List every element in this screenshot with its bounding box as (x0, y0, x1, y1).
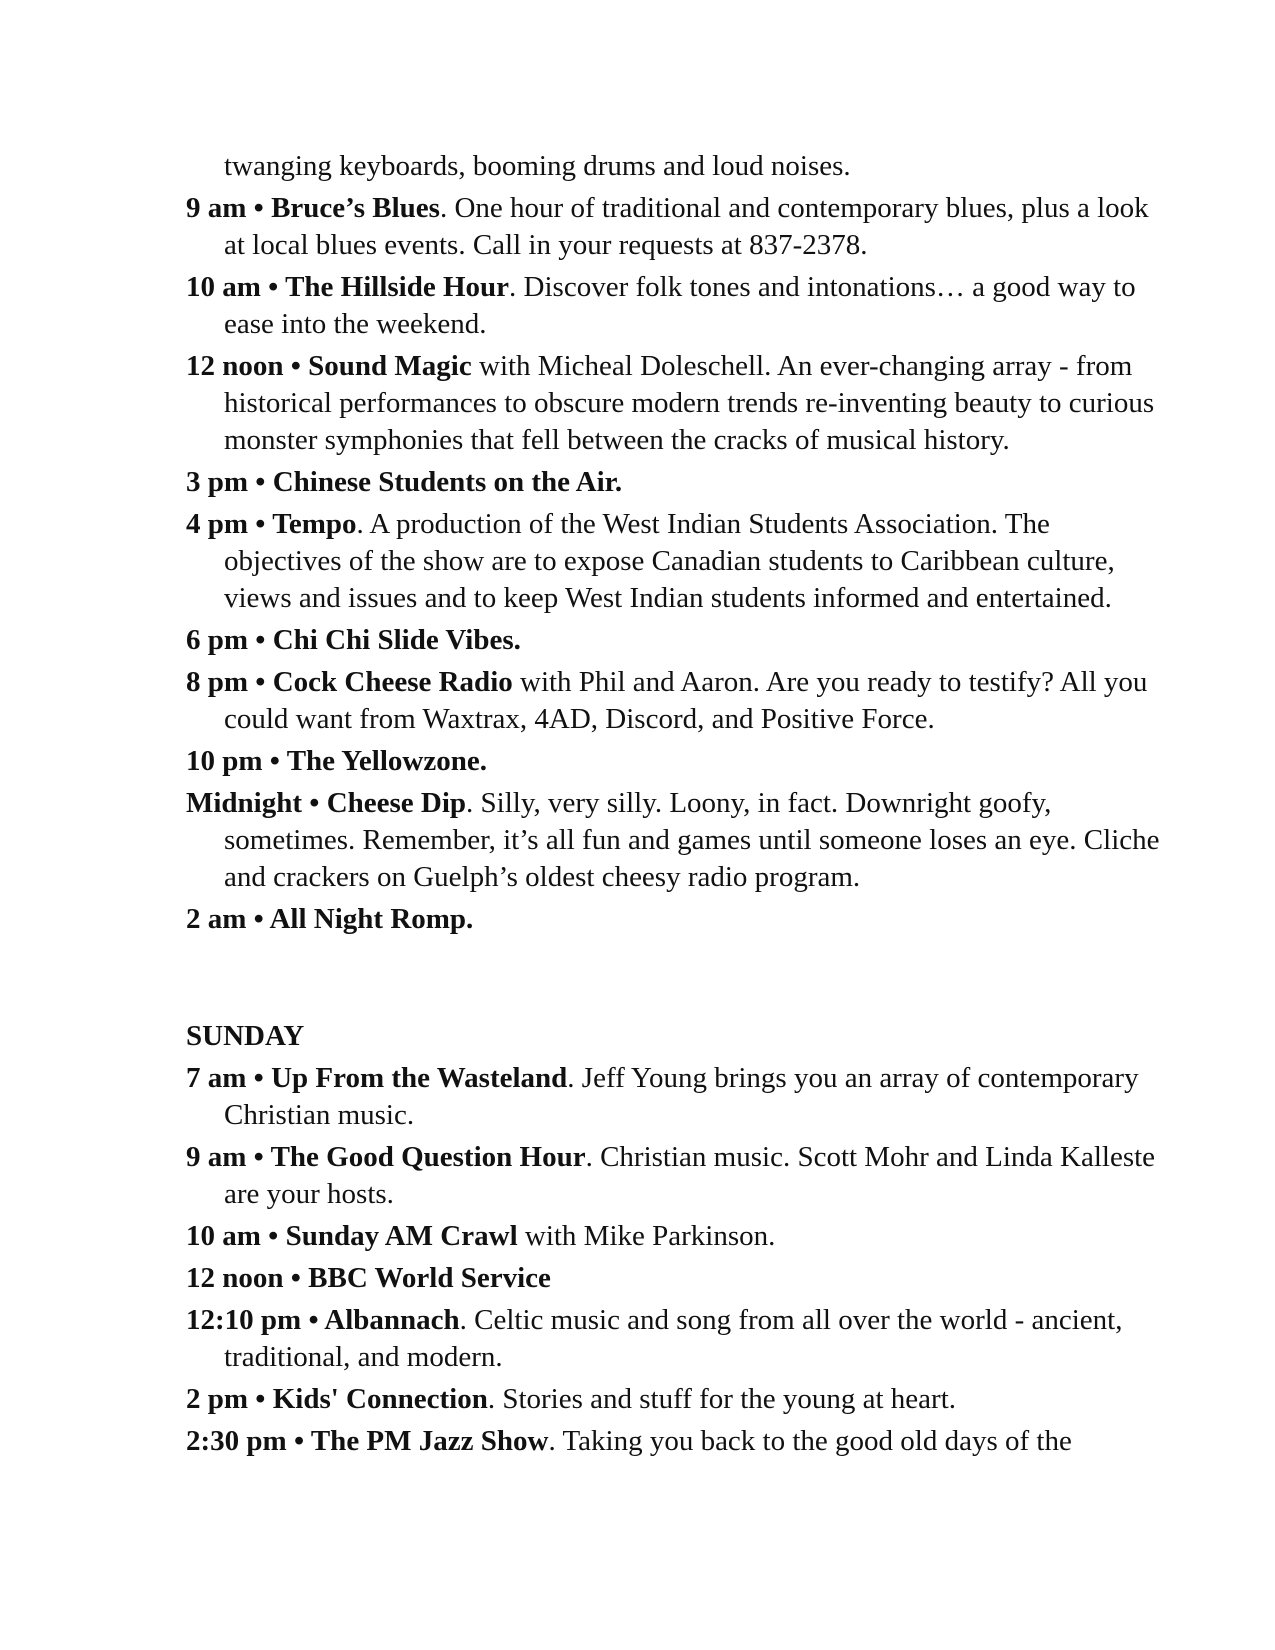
entry-time: 6 pm (186, 624, 249, 656)
show-description: . Christian music. Scott Mohr and Linda Kalleste are your hosts. (224, 1141, 1156, 1210)
schedule-entry (186, 190, 1166, 264)
bullet-separator: • (246, 1062, 272, 1094)
entry-time: 4 pm (186, 508, 249, 540)
show-title: Sound Magic (308, 350, 472, 382)
entry-time: 10 pm (186, 745, 263, 777)
entry-time: 2:30 pm (186, 1425, 287, 1457)
continuation-text: twanging keyboards, booming drums and loud noises. (224, 150, 851, 182)
entry-time: 2 pm (186, 1383, 249, 1415)
show-title: BBC World Service (308, 1262, 551, 1294)
schedule-entry (186, 269, 1166, 343)
bullet-separator: • (248, 624, 273, 656)
schedule-entry (186, 743, 1166, 780)
entry-time: 8 pm (186, 666, 249, 698)
show-title: Cheese Dip (326, 787, 467, 819)
day-heading: SUNDAY (186, 1020, 305, 1052)
show-description: . Stories and stuff for the young at heart. (487, 1383, 957, 1415)
show-description: with Mike Parkinson. (517, 1220, 776, 1252)
schedule-entry (186, 1302, 1166, 1376)
bullet-separator: • (248, 666, 273, 698)
bullet-separator: • (246, 192, 272, 224)
show-description: . Jeff Young brings you an array of contemporary Christian music. (224, 1062, 1139, 1131)
schedule-entry (186, 1423, 1166, 1460)
bullet-separator: • (246, 903, 270, 935)
show-description: . One hour of traditional and contemporary blues, plus a look at local blues events. Call in your requests at 837-2378. (224, 192, 1149, 261)
schedule-entry (186, 348, 1166, 459)
show-title: The Good Question Hour (270, 1141, 586, 1173)
show-title: Up From the Wasteland (271, 1062, 568, 1094)
entry-time: 9 am (186, 1141, 247, 1173)
entry-time: 10 am (186, 1220, 261, 1252)
show-title: Sunday AM Crawl (285, 1220, 518, 1252)
entry-time: 12:10 pm (186, 1304, 302, 1336)
bullet-separator: • (302, 787, 327, 819)
bullet-separator: • (248, 1383, 273, 1415)
show-description: with Micheal Doleschell. An ever-changing array - from historical performances to obscure modern trends re-inventing beauty to curious monster symphonies that fell between the cracks of musical history. (224, 350, 1155, 456)
schedule-entry (186, 785, 1166, 896)
show-description: with Phil and Aaron. Are you ready to testify? All you could want from Waxtrax, 4AD, Discord, and Positive Force. (224, 666, 1148, 735)
show-title: The Hillside Hour (285, 271, 510, 303)
show-description: . Taking you back to the good old days of the (548, 1425, 1072, 1457)
bullet-separator: • (262, 745, 287, 777)
schedule-entry (186, 664, 1166, 738)
bullet-separator: • (260, 1220, 286, 1252)
entry-time: 3 pm (186, 466, 249, 498)
schedule-entry (186, 1381, 1166, 1418)
entry-time: 9 am (186, 192, 247, 224)
show-title: Tempo (272, 508, 357, 540)
bullet-separator: • (283, 1262, 309, 1294)
schedule-entry (186, 1139, 1166, 1213)
sunday-list (186, 1060, 1166, 1460)
show-description: . Discover folk tones and intonations… a good way to ease into the weekend. (224, 271, 1136, 340)
entry-time: 12 noon (186, 1262, 284, 1294)
show-title: Albannach (324, 1304, 460, 1336)
saturday-list (186, 190, 1166, 938)
bullet-separator: • (246, 1141, 271, 1173)
bullet-separator: • (248, 466, 273, 498)
entry-time: 10 am (186, 271, 261, 303)
schedule-entry (186, 1060, 1166, 1134)
entry-time: 12 noon (186, 350, 284, 382)
show-title: Chi Chi Slide Vibes. (272, 624, 521, 656)
bullet-separator: • (286, 1425, 311, 1457)
schedule-entry (186, 901, 1166, 938)
show-title: Cock Cheese Radio (272, 666, 513, 698)
show-description: . A production of the West Indian Students Association. The objectives of the show are to expose Canadian students to Caribbean culture, views and issues and to keep West Indian students informed and entertained. (224, 508, 1115, 614)
bullet-separator: • (283, 350, 309, 382)
show-title: The PM Jazz Show (310, 1425, 549, 1457)
show-title: Chinese Students on the Air. (272, 466, 623, 498)
show-title: All Night Romp. (269, 903, 474, 935)
entry-time: 2 am (186, 903, 247, 935)
show-title: Kids' Connection (272, 1383, 488, 1415)
show-title: The Yellowzone. (286, 745, 487, 777)
program-schedule (186, 148, 1166, 1465)
entry-time: Midnight (186, 787, 303, 819)
show-description: . Celtic music and song from all over the world - ancient, traditional, and modern. (224, 1304, 1123, 1373)
entry-time: 7 am (186, 1062, 247, 1094)
bullet-separator: • (248, 508, 273, 540)
show-title: Bruce’s Blues (271, 192, 440, 224)
bullet-separator: • (260, 271, 286, 303)
schedule-entry (186, 622, 1166, 659)
bullet-separator: • (301, 1304, 325, 1336)
schedule-entry (186, 1218, 1166, 1255)
schedule-entry (186, 506, 1166, 617)
schedule-entry (186, 1260, 1166, 1297)
schedule-entry (186, 464, 1166, 501)
show-description: . Silly, very silly. Loony, in fact. Downright goofy, sometimes. Remember, it’s all fun and games until someone loses an eye. Cliche and crackers on Guelph’s oldest cheesy radio program. (224, 787, 1160, 893)
